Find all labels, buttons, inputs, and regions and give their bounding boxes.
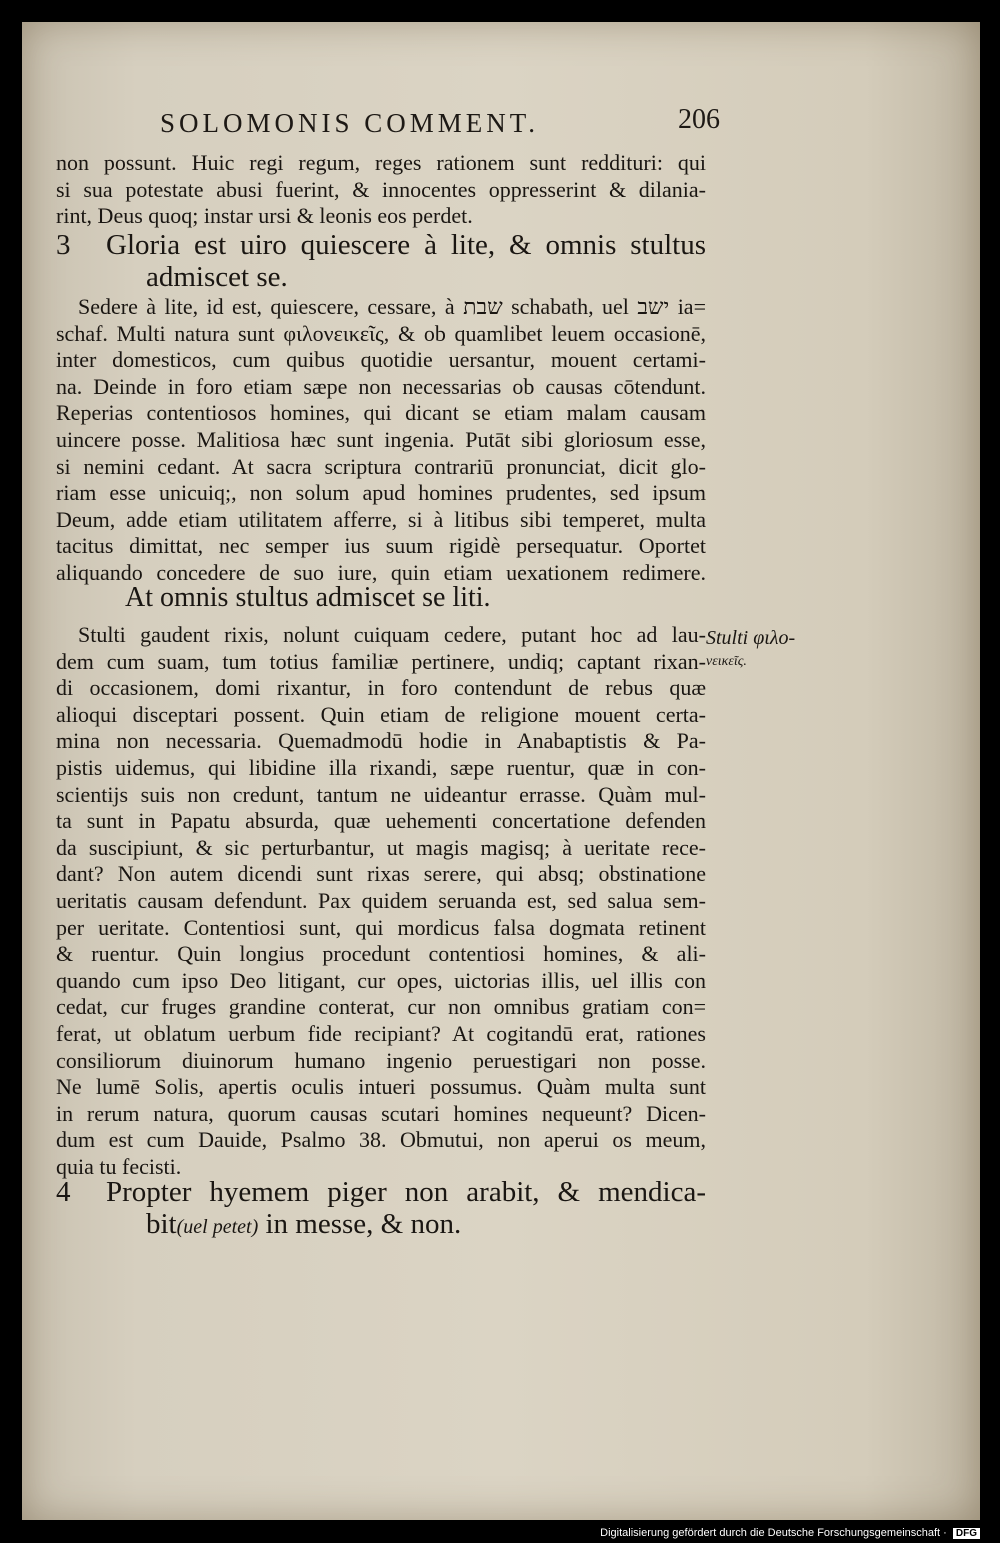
verse-number: 3 [56, 229, 71, 261]
text-line: per ueritate. Contentiosi sunt, qui mordicus falsa dogmata retinent [56, 914, 706, 940]
text-line: di occasionem, domi rixantur, in foro contendunt de rebus quæ [56, 675, 706, 701]
text-line: riam esse unicuiq;, non solum apud homines prudentes, sed ipsum [56, 480, 706, 506]
text-line: rint, Deus quoq; instar ursi & leonis eos perdet. [56, 203, 473, 229]
text-line: Sedere à lite, id est, quiescere, cessare, à שבת schabath, uel ישב ia= [78, 294, 706, 319]
text-line: quando cum ipso Deo litigant, cur opes, uictorias illis, uel illis con [56, 967, 706, 993]
text-line: inter domesticos, cum quibus quotidie uersantur, mouent certami- [56, 347, 706, 373]
paragraph-3 [56, 622, 706, 1180]
paragraph-2 [56, 294, 706, 587]
text-line: quia tu fecisti. [56, 1153, 182, 1179]
text-line: scientijs suis non credunt, tantum ne uideantur errasse. Quàm mul- [56, 781, 706, 807]
verse-line: Propter hyemem piger non arabit, & mendica- [106, 1176, 706, 1208]
text-line: uincere posse. Malitiosa hæc sunt ingenia. Putāt sibi gloriosum esse, [56, 426, 706, 452]
text-line: consiliorum diuinorum humano ingenio peruestigari non posse. [56, 1047, 706, 1073]
text-line: alioqui disceptari possent. Quin etiam de religione mouent certa- [56, 701, 706, 727]
verse-number: 4 [56, 1176, 71, 1208]
running-header [160, 104, 720, 148]
verse-text: in messe, & non. [258, 1208, 462, 1240]
text-line: schaf. Multi natura sunt φιλονεικεῖς, & ob quamlibet leuem occasionē, [56, 320, 706, 346]
text-line: dum est cum Dauide, Psalmo 38. Obmutui, non aperui os meum, [56, 1127, 706, 1153]
text-line: Reperias contentiosos homines, qui dicant se etiam malam causam [56, 400, 706, 426]
text-line: in rerum natura, quorum causas scutari homines nequeunt? Dicen- [56, 1100, 706, 1126]
margin-note-line: Stulti φιλο- [706, 627, 796, 649]
text-line: tacitus dimittat, nec semper ius suum rigidè persequatur. Oportet [56, 533, 706, 559]
margin-note [706, 626, 806, 674]
verse-word: bit [146, 1208, 177, 1240]
verse-line: admiscet se. [146, 261, 288, 293]
text-line: Ne lumē Solis, apertis oculis intueri possumus. Quàm multa sunt [56, 1074, 706, 1100]
dfg-logo: DFG [953, 1528, 980, 1539]
credit-text: Digitalisierung gefördert durch die Deutsche Forschungsgemeinschaft [600, 1527, 941, 1539]
running-head-title: SOLOMONIS COMMENT. [160, 108, 540, 138]
text-line: aliquando concedere de suo iure, quin etiam uexationem redimere. [56, 559, 706, 585]
text-line: Stulti gaudent rixis, nolunt cuiquam cedere, putant hoc ad lau- [78, 622, 706, 647]
text-line: Deum, adde etiam utilitatem afferre, si à litibus sibi temperet, multa [56, 506, 706, 532]
text-line: si nemini cedant. At sacra scriptura contrariū pronunciat, dicit glo- [56, 453, 706, 479]
text-line: ta sunt in Papatu absurda, quæ uehementi concertatione defenden [56, 808, 706, 834]
text-line: dem cum suam, tum totius familiæ pertinere, undiq; captant rixan- [56, 648, 706, 674]
text-line: ferat, ut oblatum uerbum fide recipiant? At cogitandū erat, rationes [56, 1020, 706, 1046]
page-number: 206 [678, 104, 720, 135]
verse-3 [56, 229, 706, 293]
subheading: At omnis stultus admiscet se liti. [125, 582, 491, 613]
text-line: pistis uidemus, qui libidine illa rixandi, sæpe ruentur, quæ in con- [56, 754, 706, 780]
paragraph-1 [56, 150, 706, 230]
text-line: ueritatis causam defendunt. Pax quidem seruanda est, sed salua sem- [56, 887, 706, 913]
margin-note-line: νεικεῖς. [706, 654, 747, 669]
verse-4 [56, 1176, 706, 1243]
footer-credit: Digitalisierung gefördert durch die Deutsche Forschungsgemeinschaft · DFG [600, 1527, 980, 1539]
text-line: non possunt. Huic regi regum, reges rationem sunt reddituri: qui [56, 150, 706, 175]
text-line: dant? Non autem dicendi sunt rixas serere, qui absq; obstinatione [56, 861, 706, 887]
text-line: mina non necessaria. Quemadmodū hodie in Anabaptistis & Pa- [56, 728, 706, 754]
verse-alternate-reading: (uel petet) [176, 1216, 259, 1238]
text-line: cedat, cur fruges grandine conterat, cur non omnibus gratiam con= [56, 994, 706, 1020]
verse-line [56, 1208, 706, 1243]
text-line: & ruentur. Quin longius procedunt contentiosi homines, & ali- [56, 941, 706, 967]
text-line: da suscipiunt, & sic perturbantur, ut magis magisq; à ueritate rece- [56, 834, 706, 860]
text-line: si sua potestate abusi fuerint, & innocentes oppresserint & dilania- [56, 176, 706, 202]
verse-line: Gloria est uiro quiescere à lite, & omnis stultus [106, 229, 706, 261]
text-line: na. Deinde in foro etiam sæpe non necessarias ob causas cōtendunt. [56, 373, 706, 399]
